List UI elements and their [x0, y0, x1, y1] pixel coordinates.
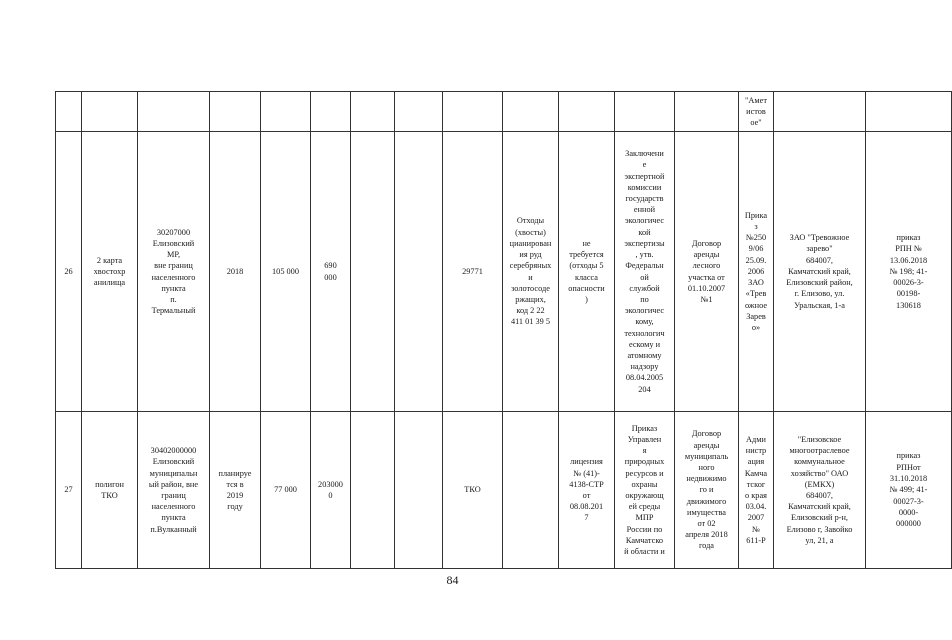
cell-oktmo-code [443, 132, 503, 412]
cell-license [559, 132, 615, 412]
cell-text: 26 [64, 266, 73, 276]
cell-blank-2 [395, 132, 443, 412]
cell-registry-order [866, 412, 952, 569]
cell-waste-type [503, 92, 559, 132]
cell-row-number [56, 132, 82, 412]
cell-text: "Елизовское многоотраслевое коммунальное хозяйство" ОАО (ЕМКХ) 684007, Камчатский край, Елизовский р-н, Елизово г, Завойко ул, 21, а [786, 434, 853, 545]
cell-land-document [675, 132, 739, 412]
cell-volume [311, 412, 351, 569]
cell-blank-1 [351, 92, 395, 132]
cell-text: 105 000 [272, 266, 299, 276]
cell-text: Отходы (хвосты) цианирован ия руд серебряных и золотосоде ржащих, код 2 22 411 01 39 5 [509, 216, 552, 327]
cell-row-number [56, 92, 82, 132]
cell-volume [311, 92, 351, 132]
table-row [56, 412, 952, 569]
cell-text: 30207000 Елизовский МР, вне границ населенного пункта п. Термальный [151, 227, 196, 316]
cell-text: "Амет истов ое" [745, 95, 767, 128]
cell-text: Прика з №250 9/06 25.09. 2006 ЗАО «Трев ожное Зарев о» [744, 210, 768, 332]
cell-text: Заключени е экспертной комиссии государств енной экологичес кой экспертизы , утв. Федеральн ой службой по экологичес кому, технологич ескому и атомному надзору 08.04.2005 204 [624, 149, 665, 394]
cell-order [739, 92, 774, 132]
cell-object-name [82, 412, 138, 569]
cell-land-document [675, 412, 739, 569]
cell-license [559, 92, 615, 132]
cell-registry-order [866, 132, 952, 412]
cell-oktmo-code [443, 412, 503, 569]
cell-volume [311, 132, 351, 412]
cell-start-year [210, 412, 261, 569]
cell-text: приказ РПНот 31.10.2018 № 499; 41- 00027-3- 0000- 000000 [889, 451, 928, 529]
cell-oktmo-code [443, 92, 503, 132]
cell-operator [774, 412, 866, 569]
cell-start-year [210, 132, 261, 412]
cell-text: 203000 0 [318, 479, 343, 500]
cell-object-name [82, 132, 138, 412]
cell-expertise [615, 412, 675, 569]
cell-blank-1 [351, 132, 395, 412]
cell-capacity [261, 132, 311, 412]
cell-blank-2 [395, 92, 443, 132]
cell-text: 2018 [226, 266, 244, 276]
cell-expertise [615, 92, 675, 132]
cell-text: не требуется (отходы 5 класса опасности ) [568, 238, 605, 304]
cell-capacity [261, 412, 311, 569]
cell-text: 690 000 [324, 261, 337, 282]
cell-text: приказ РПН № 13.06.2018 № 198; 41- 00026-3- 00198- 130618 [889, 232, 928, 310]
cell-blank-1 [351, 412, 395, 569]
cell-operator [774, 132, 866, 412]
cell-text: ТКО [464, 485, 481, 495]
cell-expertise [615, 132, 675, 412]
cell-start-year [210, 92, 261, 132]
cell-text: ЗАО "Тревожное зарево" 684007, Камчатский край, Елизовский район, г. Елизово, ул. Уральская, 1-а [786, 233, 853, 310]
cell-text: 29771 [462, 266, 483, 276]
cell-text: лицензия № (41)- 4138-СТР от 08.08.201 7 [569, 457, 604, 523]
cell-license [559, 412, 615, 569]
cell-text: 27 [64, 485, 73, 495]
cell-blank-2 [395, 412, 443, 569]
cell-location [138, 92, 210, 132]
cell-text: 2 карта хвостохр анилища [93, 255, 126, 288]
cell-row-number [56, 412, 82, 569]
cell-order [739, 132, 774, 412]
cell-text: полигон ТКО [95, 479, 124, 500]
cell-operator [774, 92, 866, 132]
cell-location [138, 132, 210, 412]
cell-text: Договор аренды лесного участка от 01.10.2007 №1 [687, 238, 726, 304]
cell-object-name [82, 92, 138, 132]
table-row [56, 132, 952, 412]
cell-land-document [675, 92, 739, 132]
cell-order [739, 412, 774, 569]
cell-registry-order [866, 92, 952, 132]
cell-text: Приказ Управлен я природных ресурсов и охраны окружающ ей среды МПР России по Камчатско й области и [624, 423, 665, 557]
cell-text: Адми нистр ация Камча тског о края 03.04. 2007 № 611-Р [744, 434, 768, 545]
page-number: 84 [446, 573, 459, 587]
cell-capacity [261, 92, 311, 132]
registry-table [55, 91, 952, 569]
cell-text: 77 000 [274, 485, 297, 495]
cell-waste-type [503, 412, 559, 569]
cell-text: Договор аренды муниципаль ного недвижимо го и движимого имущества от 02 апреля 2018 года [684, 429, 729, 551]
cell-location [138, 412, 210, 569]
cell-text: 30402000000 Елизовский муниципальн ый район, вне границ населенного пункта п.Вулканный [148, 446, 199, 534]
cell-waste-type [503, 132, 559, 412]
table-row [56, 92, 952, 132]
cell-text: планируе тся в 2019 году [218, 468, 252, 512]
